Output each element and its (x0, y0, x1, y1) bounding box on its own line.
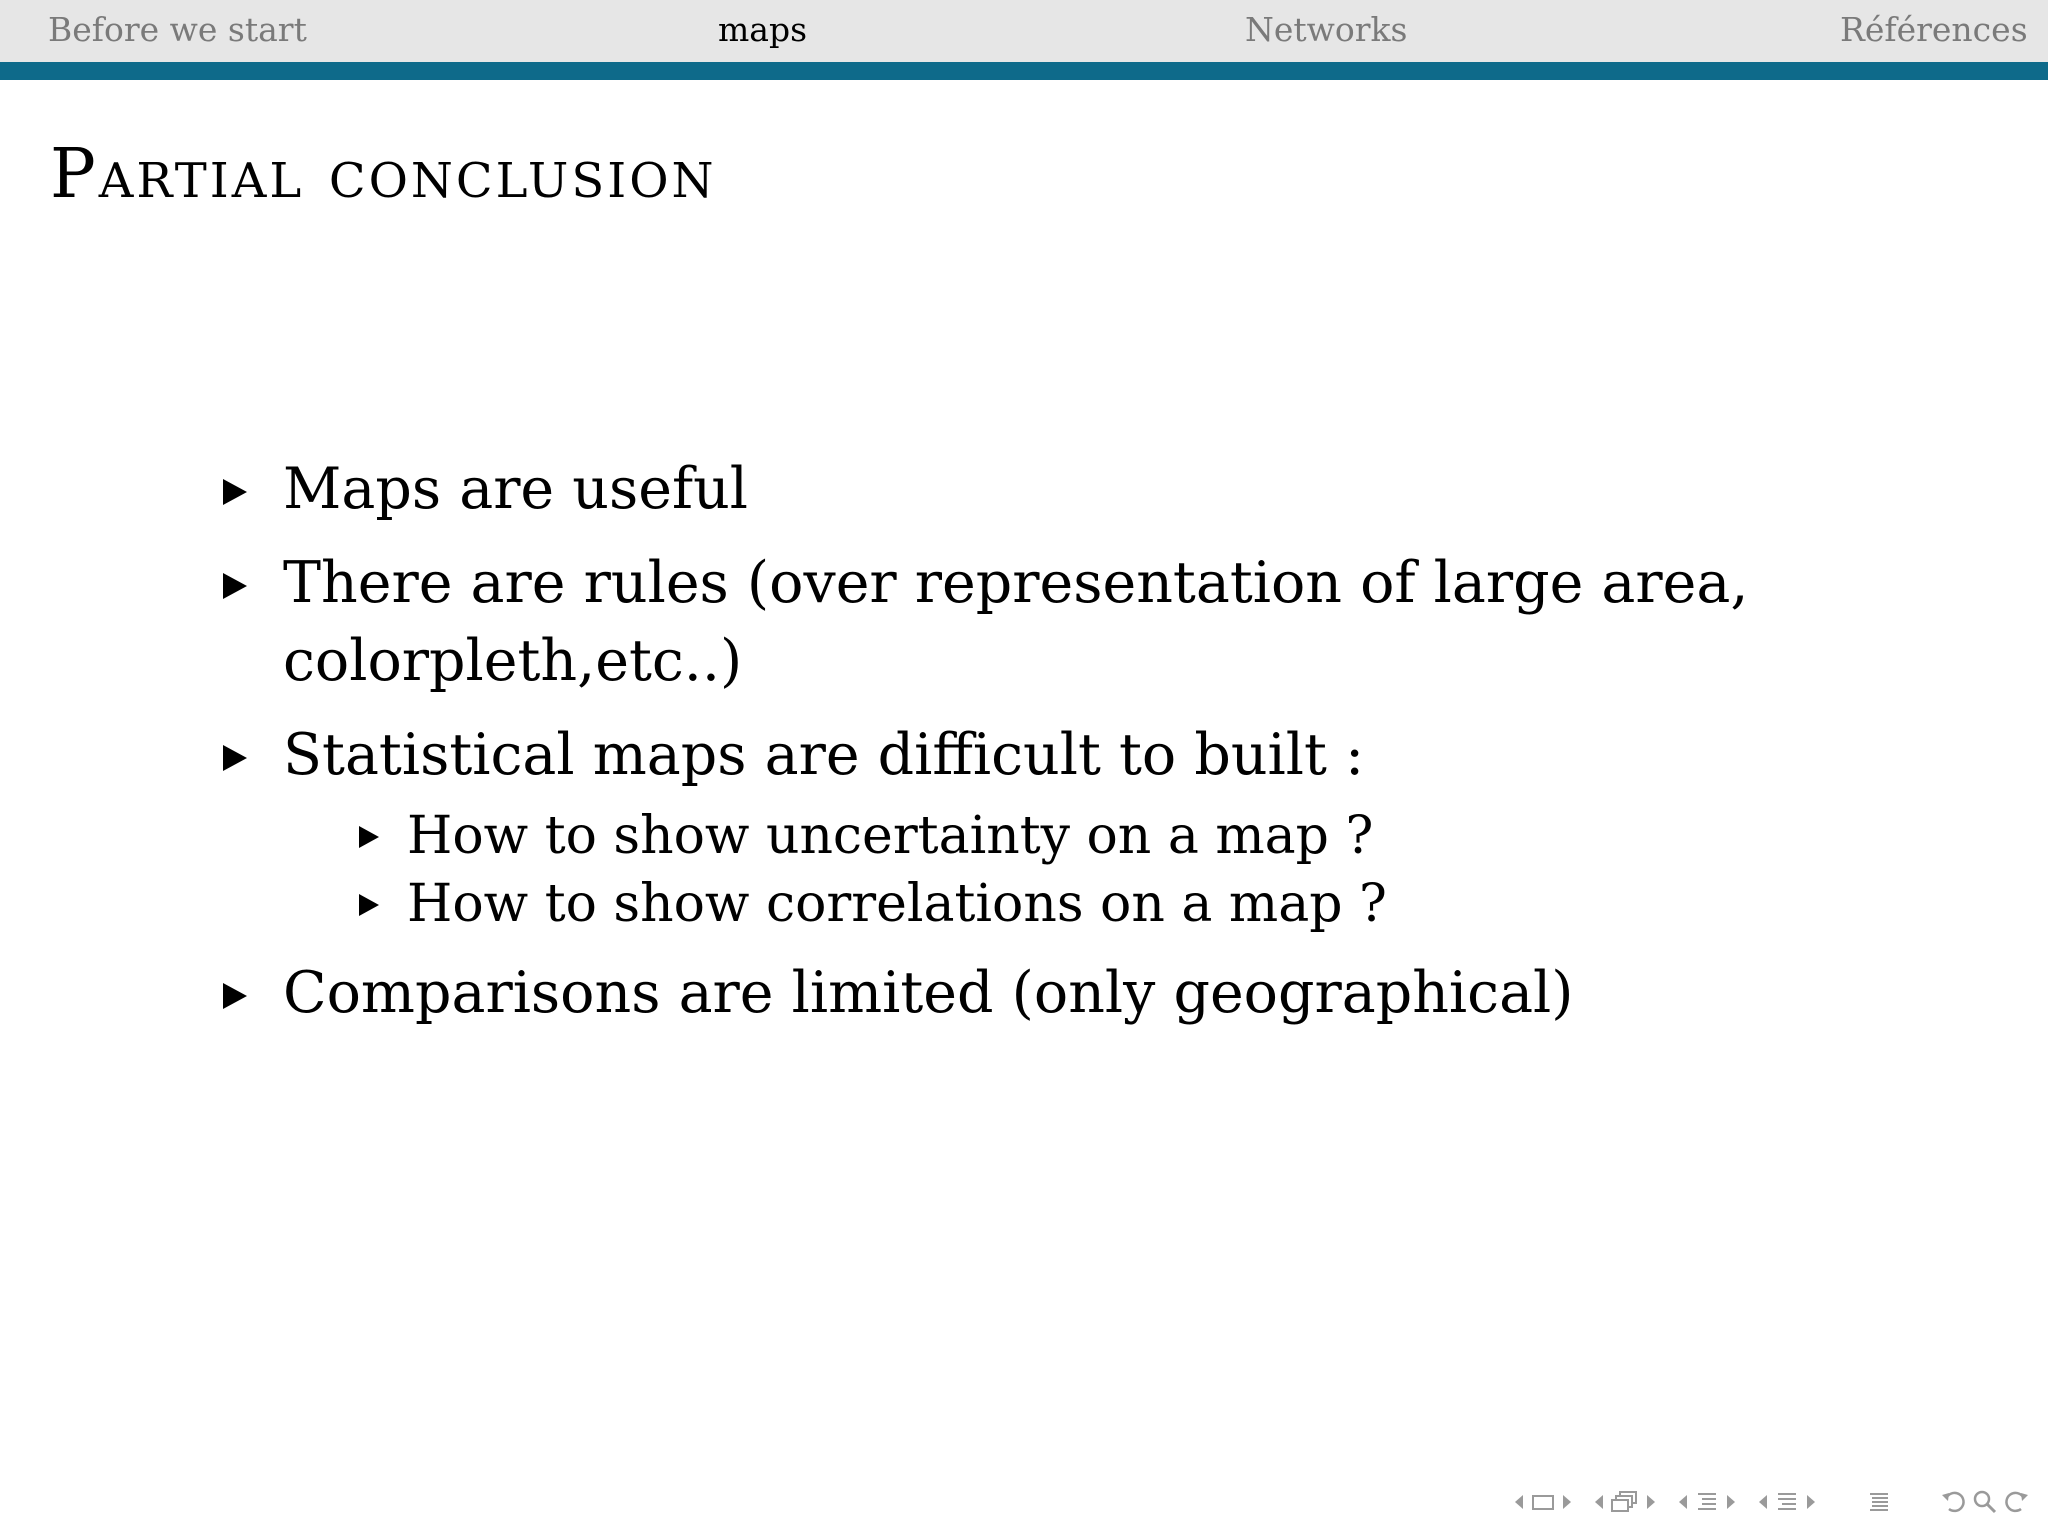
bullet-text: Maps are useful (283, 456, 749, 522)
sub-bullet-item (339, 802, 1815, 870)
bullet-triangle-icon (223, 573, 247, 599)
bullet-text: Comparisons are limited (only geographical) (283, 960, 1574, 1026)
outline-nav-group (1866, 1490, 1892, 1514)
sub-bullet-triangle-icon (359, 894, 379, 916)
outline-icon[interactable] (1866, 1490, 1892, 1514)
header-accent-bar (0, 62, 2048, 80)
arrow-left-icon[interactable] (1676, 1492, 1690, 1512)
presentation-icon[interactable] (1774, 1490, 1800, 1514)
frame-icon[interactable] (1530, 1492, 1556, 1512)
nav-section-before-we-start[interactable]: Before we start (48, 10, 307, 49)
beamer-navigation-controls (1502, 1482, 2030, 1522)
sub-bullet-list (283, 802, 1815, 938)
bullet-triangle-icon (223, 745, 247, 771)
subsection-icon[interactable] (1610, 1490, 1640, 1514)
arrow-left-icon[interactable] (1756, 1492, 1770, 1512)
bullet-triangle-icon (223, 479, 247, 505)
back-icon[interactable] (1940, 1489, 1968, 1515)
arrow-left-icon[interactable] (1512, 1492, 1526, 1512)
arrow-right-icon[interactable] (1644, 1492, 1658, 1512)
subsection-nav-group (1592, 1490, 1658, 1514)
history-search-group (1940, 1489, 2030, 1515)
bullet-text: There are rules (over representation of large area, colorpleth,etc..) (283, 550, 1749, 694)
sub-bullet-text: How to show uncertainty on a map ? (407, 806, 1374, 866)
arrow-right-icon[interactable] (1560, 1492, 1574, 1512)
presentation-nav-group (1756, 1490, 1818, 1514)
section-navbar (0, 0, 2048, 62)
sub-bullet-item (339, 870, 1815, 938)
arrow-right-icon[interactable] (1804, 1492, 1818, 1512)
frame-nav-group (1512, 1492, 1574, 1512)
nav-section-networks[interactable]: Networks (1245, 10, 1408, 49)
forward-icon[interactable] (2002, 1489, 2030, 1515)
bullet-item (215, 954, 1815, 1032)
arrow-right-icon[interactable] (1724, 1492, 1738, 1512)
arrow-left-icon[interactable] (1592, 1492, 1606, 1512)
slide-title: Partial conclusion (50, 135, 717, 214)
bullet-item (215, 544, 1815, 700)
bullet-item (215, 450, 1815, 528)
bullet-triangle-icon (223, 983, 247, 1009)
search-icon[interactable] (1972, 1489, 1998, 1515)
nav-section-references[interactable]: Références (1840, 10, 2028, 49)
slide-content (215, 450, 1815, 1032)
sub-bullet-text: How to show correlations on a map ? (407, 874, 1387, 934)
sub-bullet-triangle-icon (359, 826, 379, 848)
section-nav-group (1676, 1490, 1738, 1514)
bullet-text: Statistical maps are difficult to built : (283, 722, 1365, 788)
section-icon[interactable] (1694, 1490, 1720, 1514)
nav-section-maps[interactable]: maps (718, 10, 808, 49)
bullet-item (215, 716, 1815, 938)
